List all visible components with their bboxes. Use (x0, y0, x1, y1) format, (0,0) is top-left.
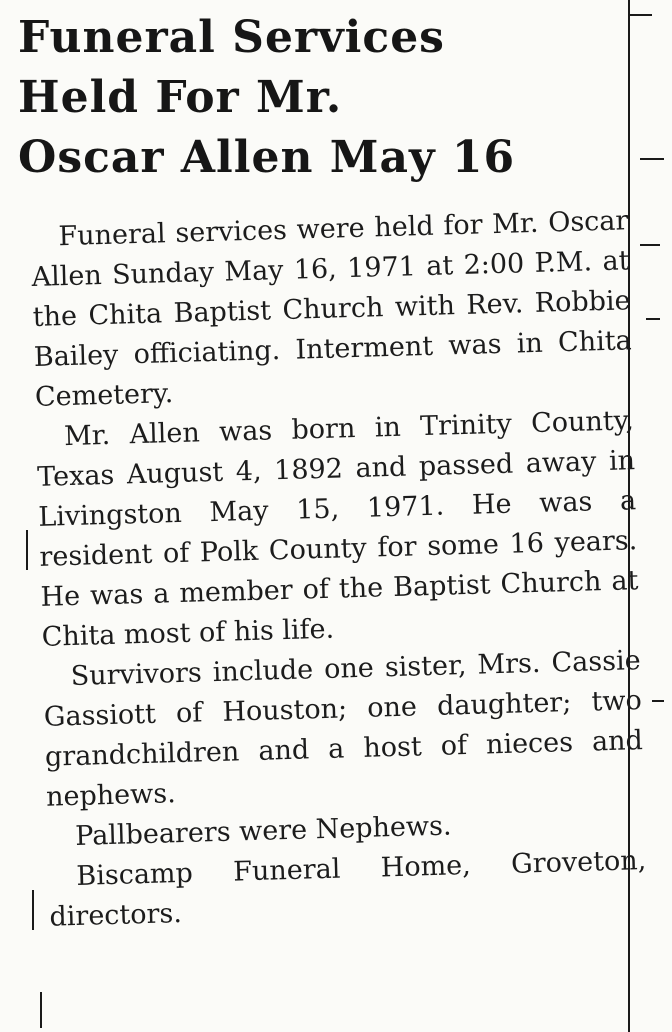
paragraph-directors: Biscamp Funeral Home, Groveton, directors. (49, 845, 647, 933)
cut-mark (652, 700, 664, 702)
cut-mark (630, 14, 652, 16)
headline-line: Oscar Allen May 16 (18, 132, 516, 183)
paragraph-services: Funeral services were held for Mr. Oscar Allen Sunday May 16, 1971 at 2:00 P.M. at the Chita Baptist Church with Rev. Robbie Bailey officiating. Interment was in Chita Cemetery. (31, 205, 633, 413)
cut-mark (640, 158, 664, 160)
headline (18, 8, 578, 188)
paragraph-biography: Mr. Allen was born in Trinity County, Texas August 4, 1892 and passed away in Livingston May 15, 1971. He was a resident of Polk County for some 16 years. He was a member of the Baptist Church at Chita most of his life. (36, 405, 639, 653)
headline-line: Funeral Services (18, 12, 445, 63)
cut-mark (40, 992, 42, 1028)
paragraph-pallbearers: Pallbearers were Nephews. (74, 810, 452, 852)
cut-mark (32, 890, 34, 930)
headline-line: Held For Mr. (18, 72, 343, 123)
cut-mark (26, 530, 28, 570)
article-body (30, 201, 648, 937)
cut-mark (646, 318, 660, 320)
cut-mark (640, 244, 660, 246)
paragraph-survivors: Survivors include one sister, Mrs. Cassie Gassiott of Houston; one daughter; two grandchildren and a host of nieces and nephews. (43, 645, 644, 813)
